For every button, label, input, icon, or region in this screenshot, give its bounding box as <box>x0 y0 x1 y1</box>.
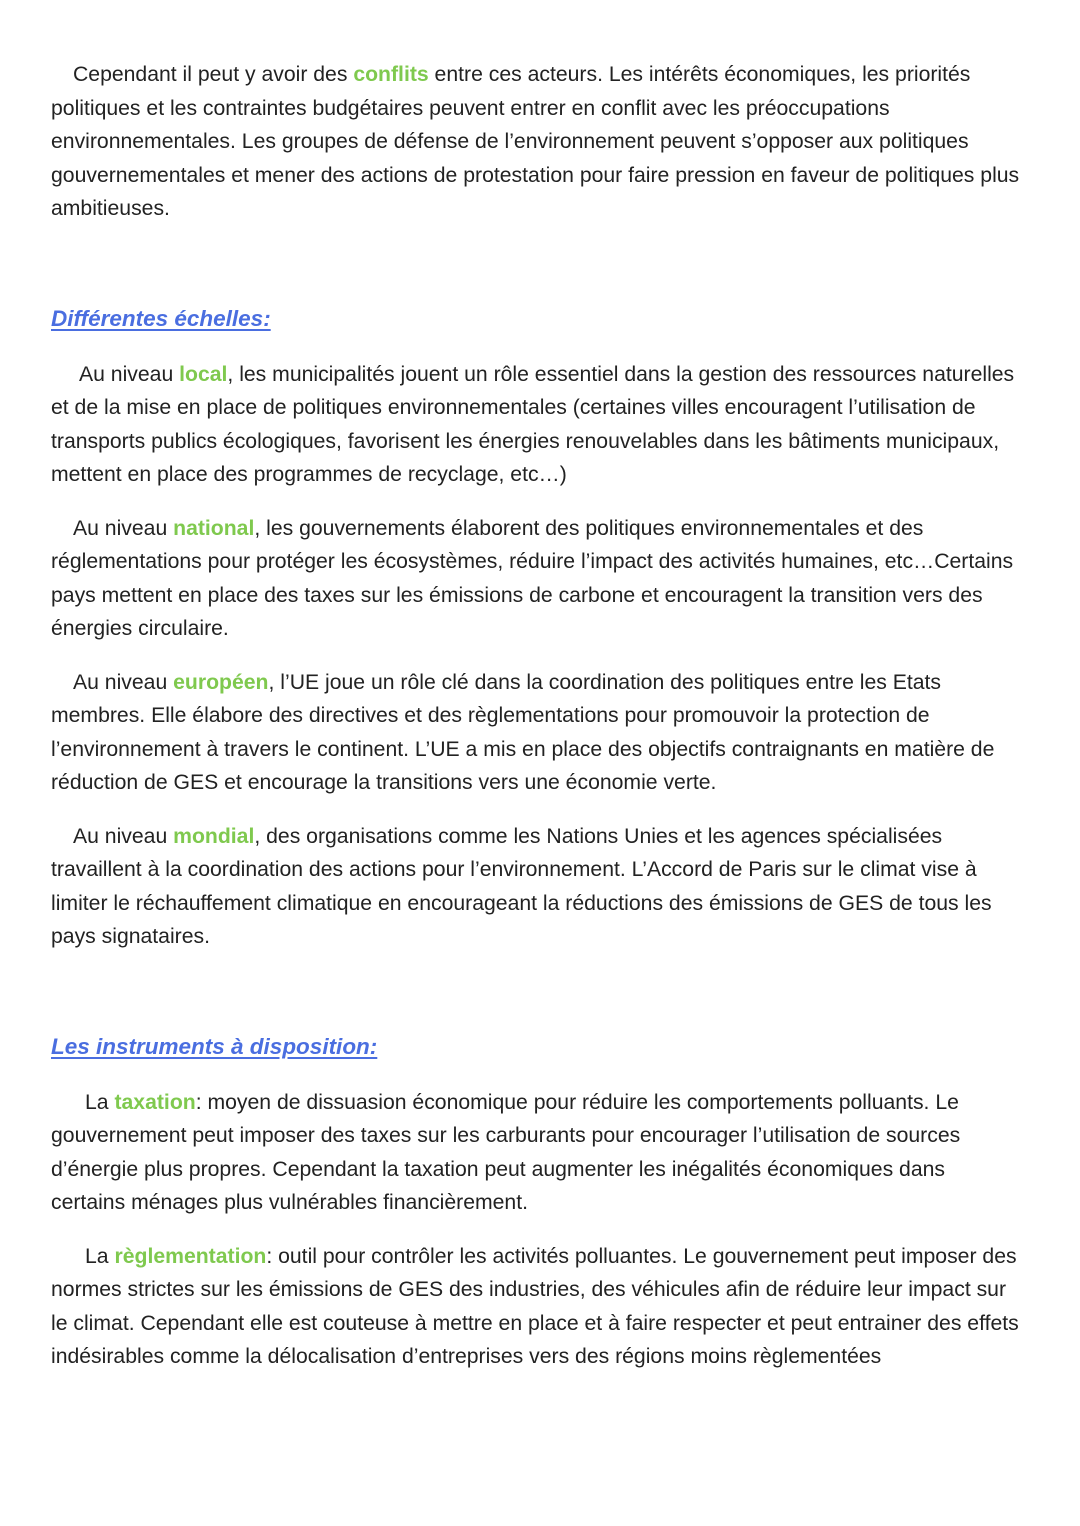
paragraph-reglementation: La règlementation: outil pour contrôler les activités polluantes. Le gouvernement peut imposer des normes strictes sur les émissions de GES des industries, des véhicules afin de réduire leur impact sur le climat. Cependant elle est couteuse à mettre en place et à faire respecter et peut entrainer des effets indésirables comme la délocalisation d’entreprises vers des régions moins règlementées <box>51 1244 1019 1368</box>
heading-differentes-echelles: Différentes échelles: <box>51 305 271 331</box>
paragraph-conflicts: Cependant il peut y avoir des conflits entre ces acteurs. Les intérêts économiques, les priorités politiques et les contraintes budgétaires peuvent entrer en conflit avec les préoccupations environnementales. Les groupes de défense de l’environnement peuvent s’opposer aux politiques gouvernementales et mener des actions de protestation pour faire pression en faveur de politiques plus ambitieuses. <box>51 63 1020 220</box>
keyword-europeen: européen <box>173 670 269 694</box>
keyword-mondial: mondial <box>173 824 255 848</box>
keyword-taxation: taxation <box>114 1090 196 1114</box>
paragraph-taxation: La taxation: moyen de dissuasion économique pour réduire les comportements polluants. Le gouvernement peut imposer des taxes sur les carburants pour encourager l’utilisation de sources d’énergie plus propres. Cependant la taxation peut augmenter les inégalités économiques dans certains ménages plus vulnérables financièrement. <box>51 1090 961 1214</box>
paragraph-local: Au niveau local, les municipalités jouent un rôle essentiel dans la gestion des ressources naturelles et de la mise en place de politiques environnementales (certaines villes encouragent l’utilisation de transports publics écologiques, favorisent les énergies renouvelables dans les bâtiments municipaux, mettent en place des programmes de recyclage, etc…) <box>51 362 1015 486</box>
heading-instruments: Les instruments à disposition: <box>51 1033 378 1059</box>
paragraph-europeen: Au niveau européen, l’UE joue un rôle clé dans la coordination des politiques entre les Etats membres. Elle élabore des directives et des règlementations pour promouvoir la protection de l’environnement à travers le continent. L’UE a mis en place des objectifs contraignants en matière de réduction de GES et encourage la transitions vers une économie verte. <box>51 670 995 794</box>
document-content <box>51 58 1021 1374</box>
keyword-local: local <box>179 362 228 386</box>
keyword-national: national <box>173 516 255 540</box>
paragraph-mondial: Au niveau mondial, des organisations comme les Nations Unies et les agences spécialisées travaillent à la coordination des actions pour l’environnement. L’Accord de Paris sur le climat vise à limiter le réchauffement climatique en encourageant la réductions des émissions de GES de tous les pays signataires. <box>51 824 992 948</box>
keyword-reglementation: règlementation <box>114 1244 267 1268</box>
keyword-conflits: conflits <box>353 63 429 86</box>
paragraph-national: Au niveau national, les gouvernements élaborent des politiques environnementales et des réglementations pour protéger les écosystèmes, réduire l’impact des activités humaines, etc…Certains pays mettent en place des taxes sur les émissions de carbone et encouragent la transition vers des énergies circulaire. <box>51 516 1014 640</box>
